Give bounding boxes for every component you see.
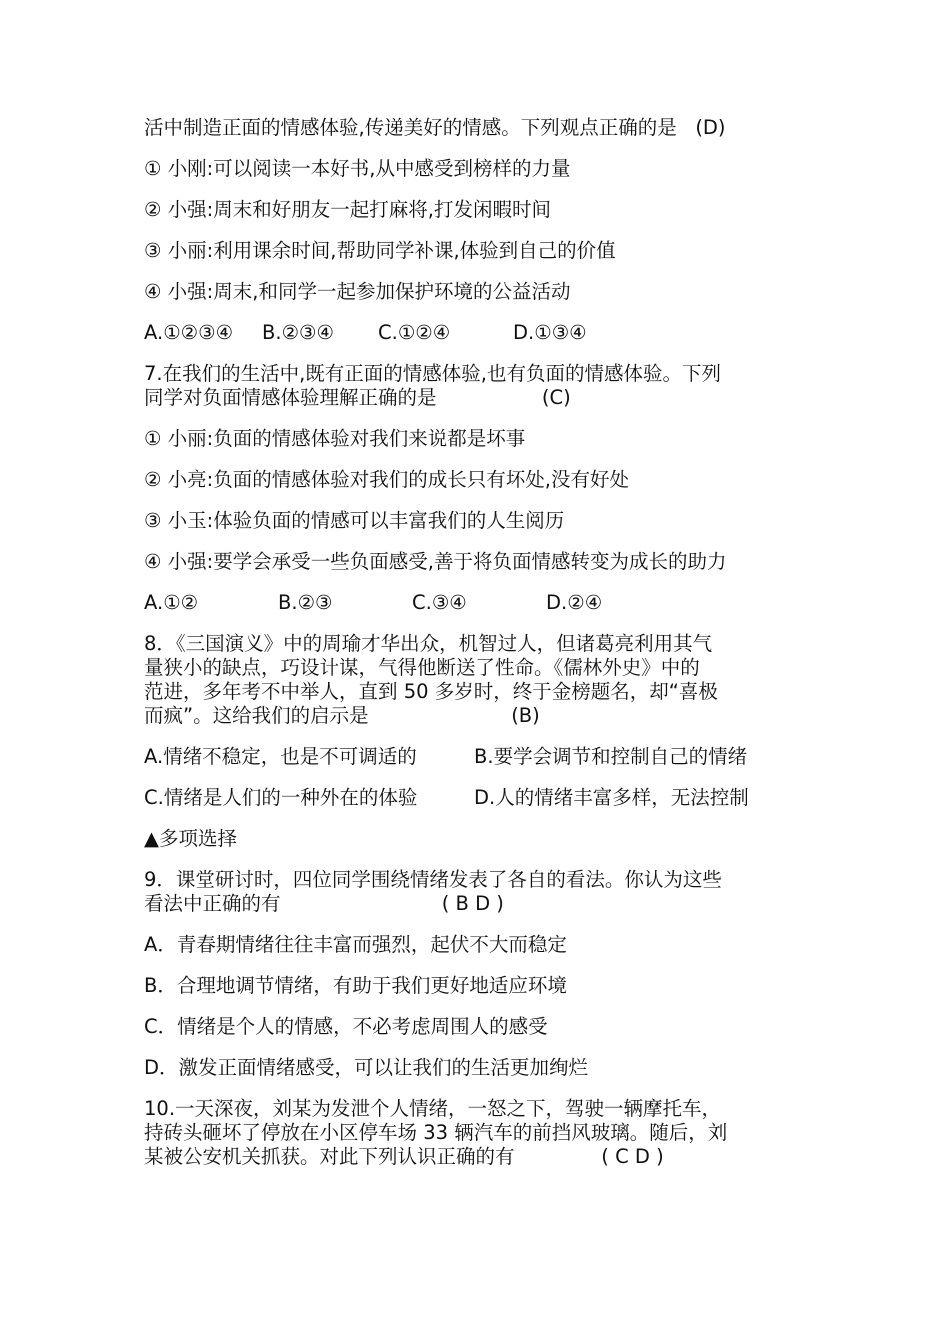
q10-stem-line-2: 持砖头砸坏了停放在小区停车场 33 辆汽车的前挡风玻璃。随后，刘 <box>144 1121 728 1144</box>
q8-stem <box>144 632 814 728</box>
q8-options-row-1 <box>144 745 814 769</box>
q9-option-c: C．情绪是个人的情感，不必考虑周围人的感受 <box>144 1015 548 1038</box>
q8-answer: (B) <box>511 704 540 727</box>
q8-stem-line-2: 量狭小的缺点，巧设计谋，气得他断送了性命。《儒林外史》中的 <box>144 656 700 679</box>
q10-stem-line-3: 某被公安机关抓获。对此下列认识正确的有 <box>144 1145 515 1168</box>
q9-option-d: D．激发正面情绪感受，可以让我们的生活更加绚烂 <box>144 1056 589 1079</box>
q8-stem-line-3: 范进，多年考不中举人，直到 50 多岁时，终于金榜题名，却“喜极 <box>144 680 718 703</box>
q7-option-b: B.②③ <box>278 591 333 614</box>
q9-stem-line-2: 看法中正确的有 <box>144 892 281 915</box>
q8-option-c: C.情绪是人们的一种外在的体验 <box>144 786 418 809</box>
q9-stem <box>144 868 814 916</box>
q7-option-c: C.③④ <box>412 591 467 614</box>
q10-stem <box>144 1097 814 1169</box>
exam-page <box>144 116 814 1186</box>
q7-item-2: ② 小亮:负面的情感体验对我们的成长只有坏处,没有好处 <box>144 468 629 491</box>
q7-options <box>144 591 814 615</box>
q9-option-b: B．合理地调节情绪，有助于我们更好地适应环境 <box>144 974 567 997</box>
q6-option-d: D.①③④ <box>513 321 587 344</box>
q6-stem <box>144 116 814 140</box>
triangle-marker-icon: ▲ <box>144 827 159 850</box>
q10-answer: ( C D ) <box>601 1145 664 1168</box>
q7-option-d: D.②④ <box>546 591 603 614</box>
q10-stem-line-1: 10.一天深夜，刘某为发泄个人情绪，一怒之下，驾驶一辆摩托车， <box>144 1097 722 1120</box>
q8-option-a: A.情绪不稳定，也是不可调适的 <box>144 745 417 768</box>
q6-options <box>144 321 814 345</box>
q7-item-4: ④ 小强:要学会承受一些负面感受,善于将负面情感转变为成长的助力 <box>144 550 727 573</box>
q9-option-a: A．青春期情绪往往丰富而强烈，起伏不大而稳定 <box>144 933 567 956</box>
q7-stem-line-2: 同学对负面情感体验理解正确的是 <box>144 386 437 409</box>
section-header <box>144 827 814 851</box>
q6-stem-text: 活中制造正面的情感体验,传递美好的情感。下列观点正确的是 <box>144 116 677 139</box>
q6-item-4: ④ 小强:周末,和同学一起参加保护环境的公益活动 <box>144 280 571 303</box>
q7-answer: (C) <box>541 386 571 409</box>
q8-option-b: B.要学会调节和控制自己的情绪 <box>474 745 748 768</box>
q8-options-row-2 <box>144 786 814 810</box>
q7-stem <box>144 362 814 410</box>
q8-stem-line-1: 8．《三国演义》中的周瑜才华出众，机智过人，但诸葛亮利用其气 <box>144 632 713 655</box>
q9-stem-line-1: 9．课堂研讨时，四位同学围绕情绪发表了各自的看法。你认为这些 <box>144 868 722 891</box>
q6-option-c: C.①②④ <box>378 321 451 344</box>
q6-option-a: A.①②③④ <box>144 321 234 344</box>
q7-option-a: A.①② <box>144 591 199 614</box>
q8-option-d: D.人的情绪丰富多样，无法控制 <box>474 786 749 809</box>
q6-item-2: ② 小强:周末和好朋友一起打麻将,打发闲暇时间 <box>144 198 551 221</box>
q6-option-b: B.②③④ <box>262 321 335 344</box>
q7-item-3: ③ 小玉:体验负面的情感可以丰富我们的人生阅历 <box>144 509 565 532</box>
q6-answer: (D) <box>695 116 726 139</box>
q6-item-1: ① 小刚:可以阅读一本好书,从中感受到榜样的力量 <box>144 157 571 180</box>
q6-item-3: ③ 小丽:利用课余时间,帮助同学补课,体验到自己的价值 <box>144 239 616 262</box>
q8-stem-line-4: 而疯”。这给我们的启示是 <box>144 704 369 727</box>
q9-answer: ( B D ) <box>441 892 504 915</box>
q7-stem-line-1: 7.在我们的生活中,既有正面的情感体验,也有负面的情感体验。下列 <box>144 362 722 385</box>
q7-item-1: ① 小丽:负面的情感体验对我们来说都是坏事 <box>144 427 526 450</box>
section-title: 多项选择 <box>159 827 238 850</box>
